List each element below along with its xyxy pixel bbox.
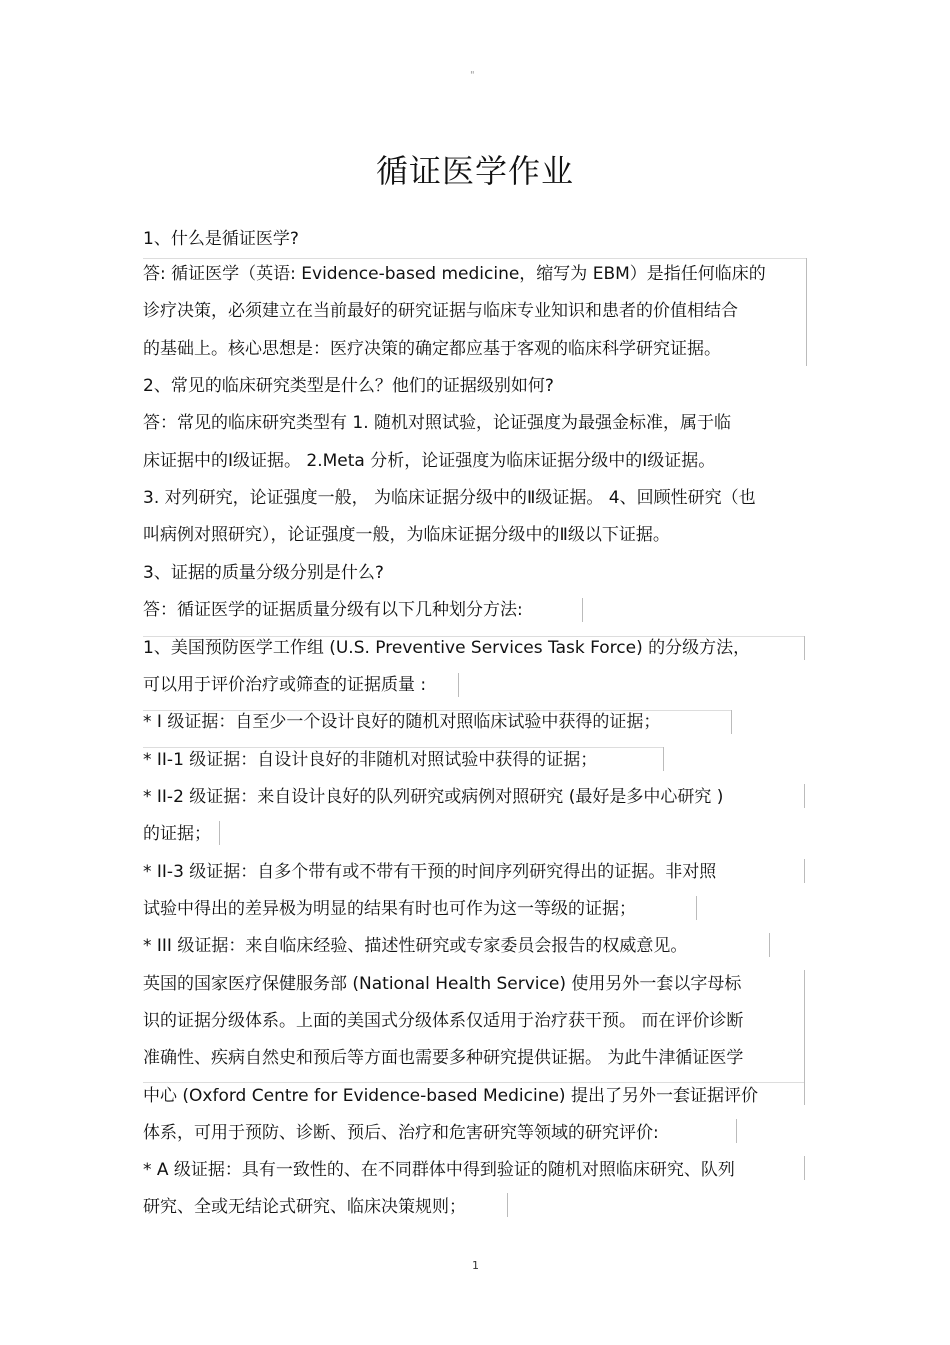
text-line: 1、美国预防医学工作组 (U.S. Preventive Services Task Force) 的分级方法， <box>143 638 751 658</box>
text-line: 1、什么是循证医学? <box>143 229 299 249</box>
rule-line <box>804 970 805 1105</box>
text-line: 答: 循证医学（英语: Evidence-based medicine，缩写为 EBM）是指任何临床的 <box>143 264 766 284</box>
text-line: 中心 (Oxford Centre for Evidence-based Medicine) 提出了另外一套证据评价 <box>143 1086 758 1106</box>
page-number: 1 <box>472 1259 479 1272</box>
rule-line <box>143 636 804 637</box>
rule-line <box>806 258 807 366</box>
text-line: * III 级证据：来自临床经验、描述性研究或专家委员会报告的权威意见。 <box>143 936 688 956</box>
text-line: 叫病例对照研究），论证强度一般，为临床证据分级中的Ⅱ级以下证据。 <box>143 525 670 545</box>
rule-line <box>804 784 805 808</box>
rule-line <box>769 933 770 957</box>
text-line: 研究、全或无结论式研究、临床决策规则； <box>143 1197 466 1217</box>
rule-line <box>731 710 732 734</box>
rule-line <box>507 1193 508 1217</box>
text-line: * II-2 级证据：来自设计良好的队列研究或病例对照研究 (最好是多中心研究 ) <box>143 787 724 807</box>
rule-line <box>143 258 806 259</box>
text-line: 可以用于评价治疗或筛查的证据质量 : <box>143 675 427 695</box>
text-line: * A 级证据：具有一致性的、在不同群体中得到验证的随机对照临床研究、队列 <box>143 1160 735 1180</box>
rule-line <box>663 747 664 771</box>
text-line: 3. 对列研究，论证强度一般， 为临床证据分级中的Ⅱ级证据。 4、回顾性研究（也 <box>143 488 756 508</box>
rule-line <box>219 821 220 845</box>
text-line: 识的证据分级体系。上面的美国式分级体系仅适用于治疗获干预。 而在评价诊断 <box>143 1011 744 1031</box>
text-line: 准确性、疾病自然史和预后等方面也需要多种研究提供证据。 为此牛津循证医学 <box>143 1048 744 1068</box>
text-line: * II-3 级证据：自多个带有或不带有干预的时间序列研究得出的证据。非对照 <box>143 862 717 882</box>
text-line: 床证据中的Ⅰ级证据。 2.Meta 分析，论证强度为临床证据分级中的Ⅰ级证据。 <box>143 451 716 471</box>
rule-line <box>582 598 583 622</box>
text-line: * II-1 级证据：自设计良好的非随机对照试验中获得的证据； <box>143 750 598 770</box>
rule-line <box>804 636 805 660</box>
text-line: 的基础上。核心思想是：医疗决策的确定都应基于客观的临床科学研究证据。 <box>143 339 721 359</box>
text-line: * I 级证据：自至少一个设计良好的随机对照临床试验中获得的证据； <box>143 712 661 732</box>
text-line: 答：常见的临床研究类型有 1. 随机对照试验，论证强度为最强金标准，属于临 <box>143 413 732 433</box>
text-line: 的证据； <box>143 824 211 844</box>
text-line: 诊疗决策，必须建立在当前最好的研究证据与临床专业知识和患者的价值相结合 <box>143 301 738 321</box>
rule-line <box>143 1082 804 1083</box>
rule-line <box>143 747 663 748</box>
text-line: 2、常见的临床研究类型是什么？他们的证据级别如何? <box>143 376 554 396</box>
rule-line <box>804 1156 805 1180</box>
rule-line <box>804 859 805 883</box>
rule-line <box>143 710 731 711</box>
text-line: 体系，可用于预防、诊断、预后、治疗和危害研究等领域的研究评价: <box>143 1123 659 1143</box>
text-line: 试验中得出的差异极为明显的结果有时也可作为这一等级的证据； <box>143 899 636 919</box>
rule-line <box>736 1119 737 1143</box>
rule-line <box>696 896 697 920</box>
text-line: 答：循证医学的证据质量分级有以下几种划分方法: <box>143 600 523 620</box>
text-line: 3、证据的质量分级分别是什么? <box>143 563 384 583</box>
header-mark: " <box>470 70 475 81</box>
document-title: 循证医学作业 <box>375 152 574 190</box>
rule-line <box>458 673 459 697</box>
text-line: 英国的国家医疗保健服务部 (National Health Service) 使用另外一套以字母标 <box>143 974 742 994</box>
